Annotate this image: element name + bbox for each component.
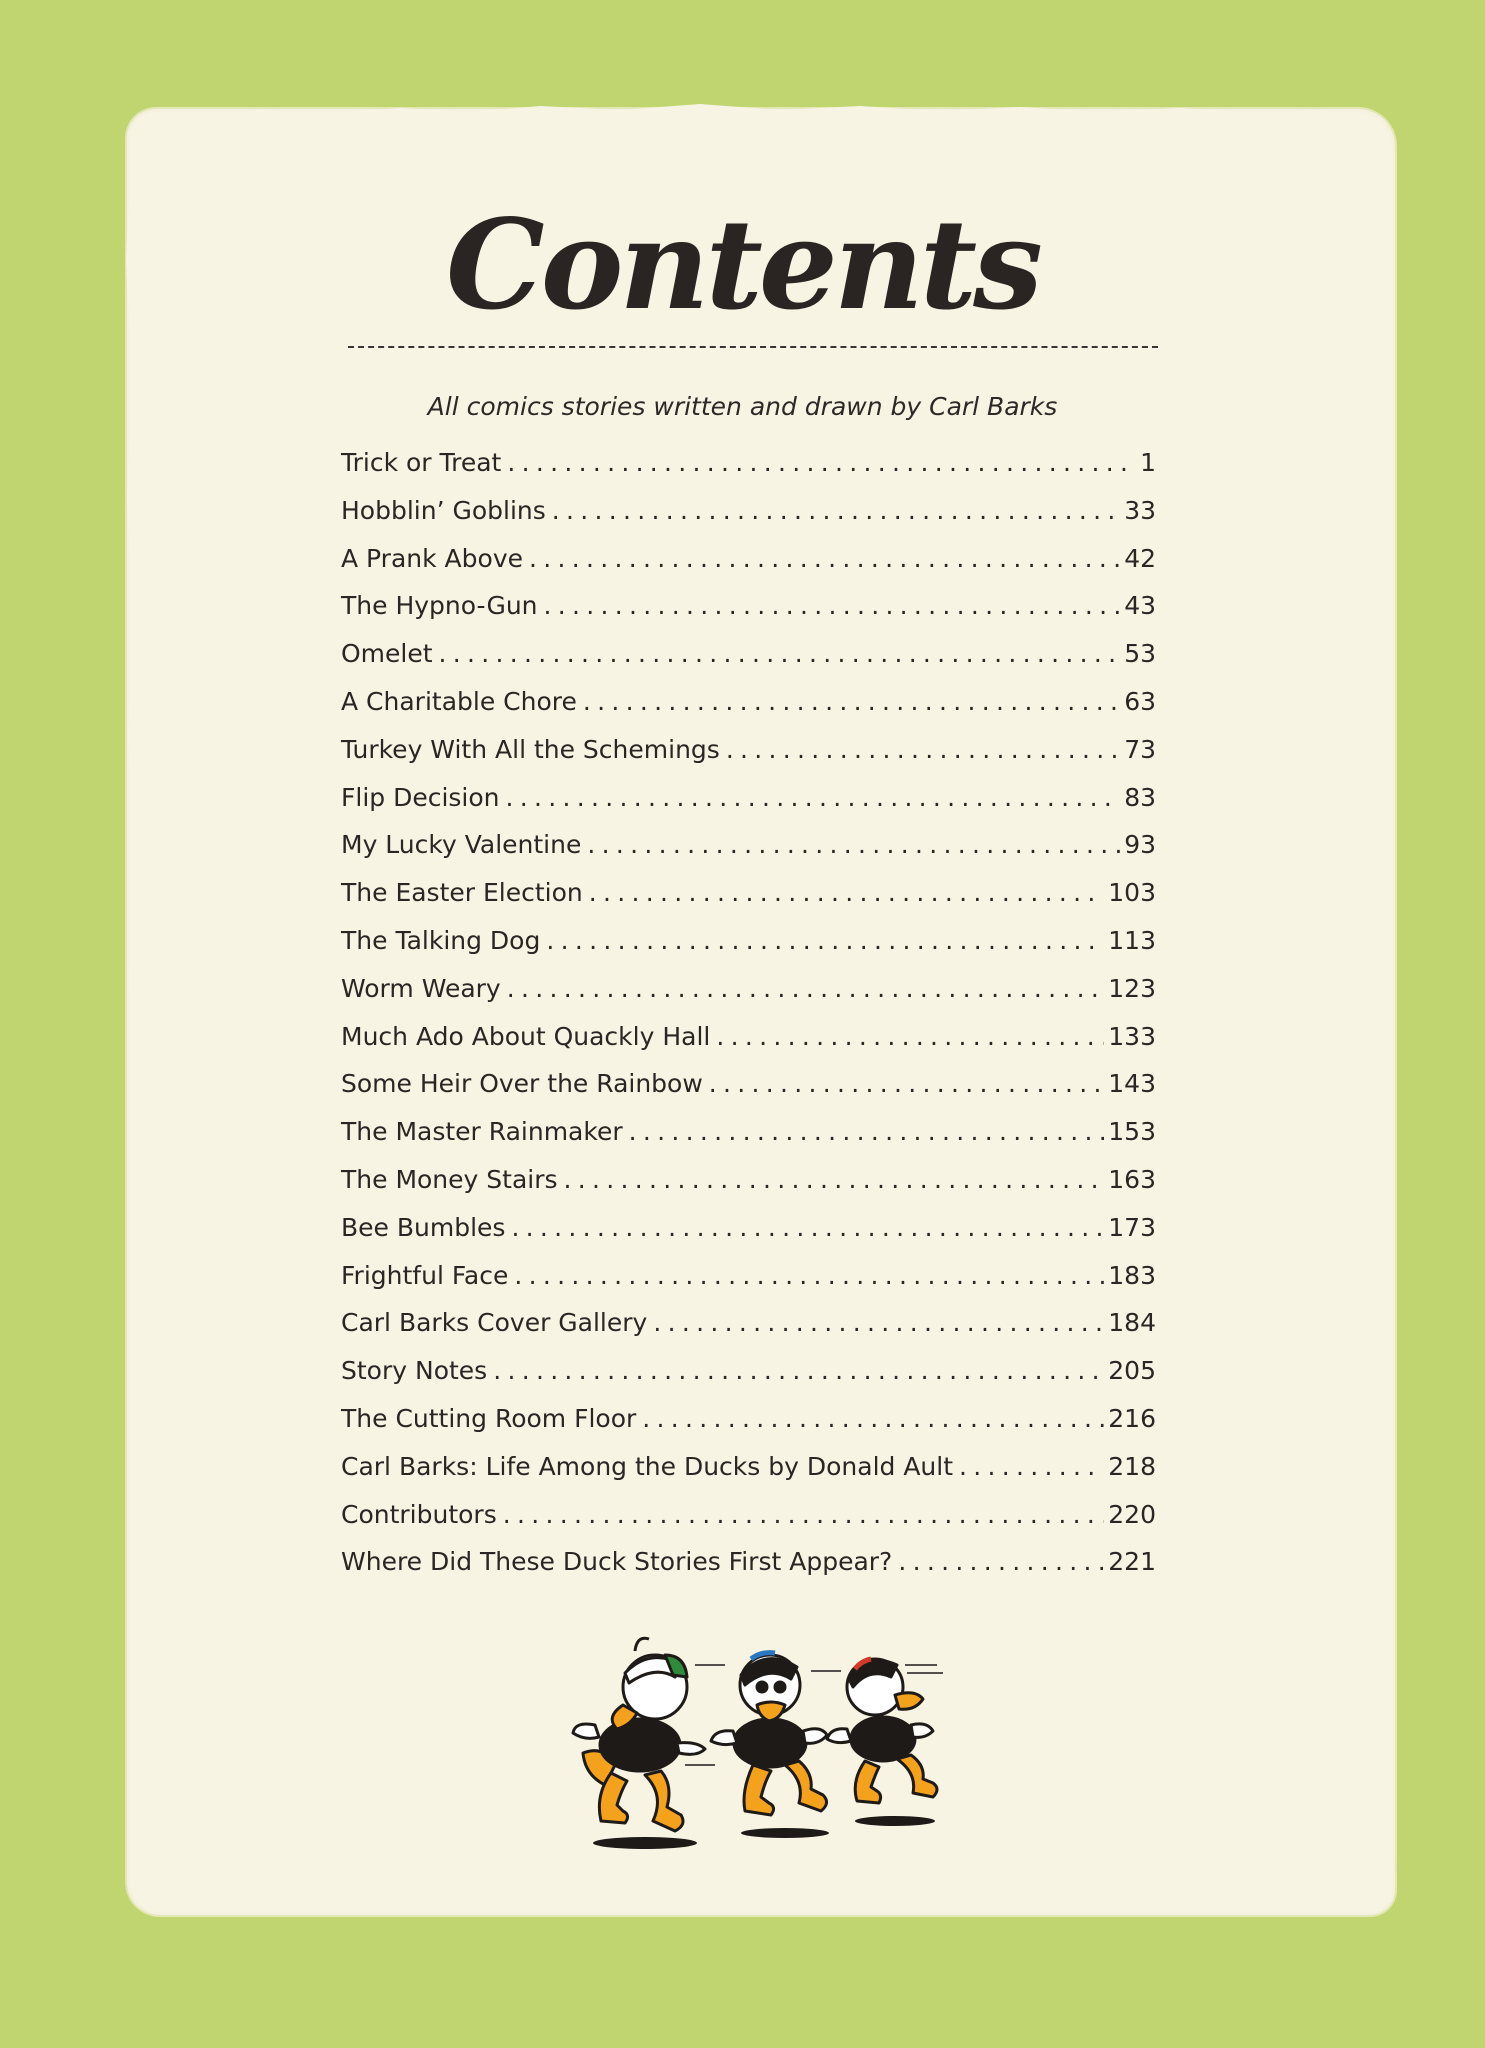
toc-entry-page: 42 [1124, 543, 1156, 573]
toc-entry-page: 221 [1108, 1547, 1156, 1577]
toc-entry-title: Story Notes [341, 1356, 488, 1386]
toc-entry-page: 153 [1108, 1117, 1156, 1147]
toc-entry-title: The Cutting Room Floor [341, 1403, 637, 1433]
dot-leader [898, 1547, 1104, 1576]
dot-leader [511, 1213, 1104, 1242]
toc-entry-page: 73 [1124, 734, 1156, 764]
dot-leader [544, 591, 1121, 620]
dot-leader [503, 1500, 1105, 1529]
dot-leader [642, 1404, 1104, 1433]
dot-leader [529, 544, 1120, 573]
dot-leader [653, 1308, 1104, 1337]
toc-entry-title: Carl Barks Cover Gallery [341, 1308, 648, 1338]
toc-entry-page: 123 [1108, 973, 1156, 1003]
toc-entry [341, 496, 1156, 544]
dot-leader [583, 687, 1120, 716]
dot-leader [709, 1069, 1104, 1098]
toc-entry-page: 53 [1124, 639, 1156, 669]
dot-leader [507, 974, 1105, 1003]
toc-entry-page: 43 [1124, 591, 1156, 621]
toc-entry [341, 1356, 1156, 1404]
toc-entry-page: 183 [1108, 1260, 1156, 1290]
toc-entry [341, 1547, 1156, 1595]
title-dashed-divider [348, 346, 1158, 348]
toc-entry [341, 544, 1156, 592]
toc-entry [341, 448, 1156, 496]
dot-leader [564, 1165, 1105, 1194]
toc-entry-title: Trick or Treat [341, 448, 502, 477]
dot-leader [514, 1261, 1104, 1290]
toc-entry [341, 974, 1156, 1022]
toc-entry-title: Hobblin’ Goblins [341, 495, 546, 525]
toc-entry-title: The Hypno-Gun [341, 591, 538, 621]
toc-entry-title: The Easter Election [341, 878, 583, 908]
toc-entry-title: Frightful Face [341, 1260, 509, 1290]
toc-entry-page: 218 [1108, 1451, 1156, 1481]
toc-entry-title: Contributors [341, 1499, 497, 1529]
toc-entry-page: 63 [1124, 686, 1156, 716]
toc-entry-page: 205 [1108, 1356, 1156, 1386]
toc-entry-title: Carl Barks: Life Among the Ducks by Donald Ault [341, 1451, 954, 1481]
three-ducklings-running-illustration [565, 1625, 955, 1855]
toc-entry-page: 216 [1108, 1403, 1156, 1433]
credit-subtitle: All comics stories written and drawn by Carl Barks [427, 392, 1058, 421]
toc-entry-title: The Master Rainmaker [341, 1117, 623, 1147]
toc-entry-title: The Talking Dog [341, 925, 541, 955]
toc-entry-title: My Lucky Valentine [341, 830, 582, 860]
toc-entry [341, 1308, 1156, 1356]
toc-entry [341, 1022, 1156, 1070]
toc-entry [341, 1117, 1156, 1165]
toc-entry-title: Flip Decision [341, 782, 500, 812]
toc-entry-title: Where Did These Duck Stories First Appear? [341, 1547, 893, 1577]
toc-entry [341, 1069, 1156, 1117]
dot-leader [629, 1117, 1105, 1146]
toc-entry [341, 926, 1156, 974]
toc-entry-title: Much Ado About Quackly Hall [341, 1021, 711, 1051]
toc-entry-page: 133 [1108, 1021, 1156, 1051]
toc-entry-page: 33 [1124, 495, 1156, 525]
toc-entry-page: 163 [1108, 1164, 1156, 1194]
toc-entry-title: A Charitable Chore [341, 686, 577, 716]
dot-leader [587, 830, 1120, 859]
dot-leader [546, 926, 1104, 955]
dot-leader [493, 1356, 1104, 1385]
toc-entry-page: 103 [1108, 878, 1156, 908]
toc-entry [341, 591, 1156, 639]
toc-entry [341, 735, 1156, 783]
toc-entry-page: 113 [1108, 925, 1156, 955]
toc-entry-page: 1 [1140, 448, 1156, 477]
page-title: Contents [446, 193, 1039, 338]
toc-entry [341, 1165, 1156, 1213]
toc-entry-page: 93 [1124, 830, 1156, 860]
table-of-contents [341, 448, 1156, 1595]
dot-leader [506, 783, 1121, 812]
dot-leader [589, 878, 1105, 907]
toc-entry-title: A Prank Above [341, 543, 523, 573]
toc-entry [341, 687, 1156, 735]
toc-entry [341, 878, 1156, 926]
dot-leader [439, 639, 1121, 668]
toc-entry-title: Bee Bumbles [341, 1212, 506, 1242]
toc-entry-title: Turkey With All the Schemings [341, 734, 720, 764]
toc-entry-title: The Money Stairs [341, 1164, 558, 1194]
dot-leader [959, 1452, 1104, 1481]
toc-entry-title: Some Heir Over the Rainbow [341, 1069, 703, 1099]
toc-entry [341, 1404, 1156, 1452]
dot-leader [716, 1022, 1104, 1051]
toc-entry-page: 173 [1108, 1212, 1156, 1242]
toc-entry-title: Worm Weary [341, 973, 501, 1003]
toc-entry [341, 783, 1156, 831]
dot-leader [726, 735, 1120, 764]
toc-entry-title: Omelet [341, 639, 433, 669]
toc-entry [341, 1213, 1156, 1261]
toc-entry [341, 1261, 1156, 1309]
toc-entry [341, 1500, 1156, 1548]
toc-entry-page: 184 [1108, 1308, 1156, 1338]
toc-entry-page: 83 [1124, 782, 1156, 812]
dot-leader [552, 496, 1120, 525]
toc-entry-page: 220 [1108, 1499, 1156, 1529]
toc-entry [341, 830, 1156, 878]
toc-entry-page: 143 [1108, 1069, 1156, 1099]
dot-leader [507, 448, 1136, 477]
toc-entry [341, 1452, 1156, 1500]
toc-entry [341, 639, 1156, 687]
